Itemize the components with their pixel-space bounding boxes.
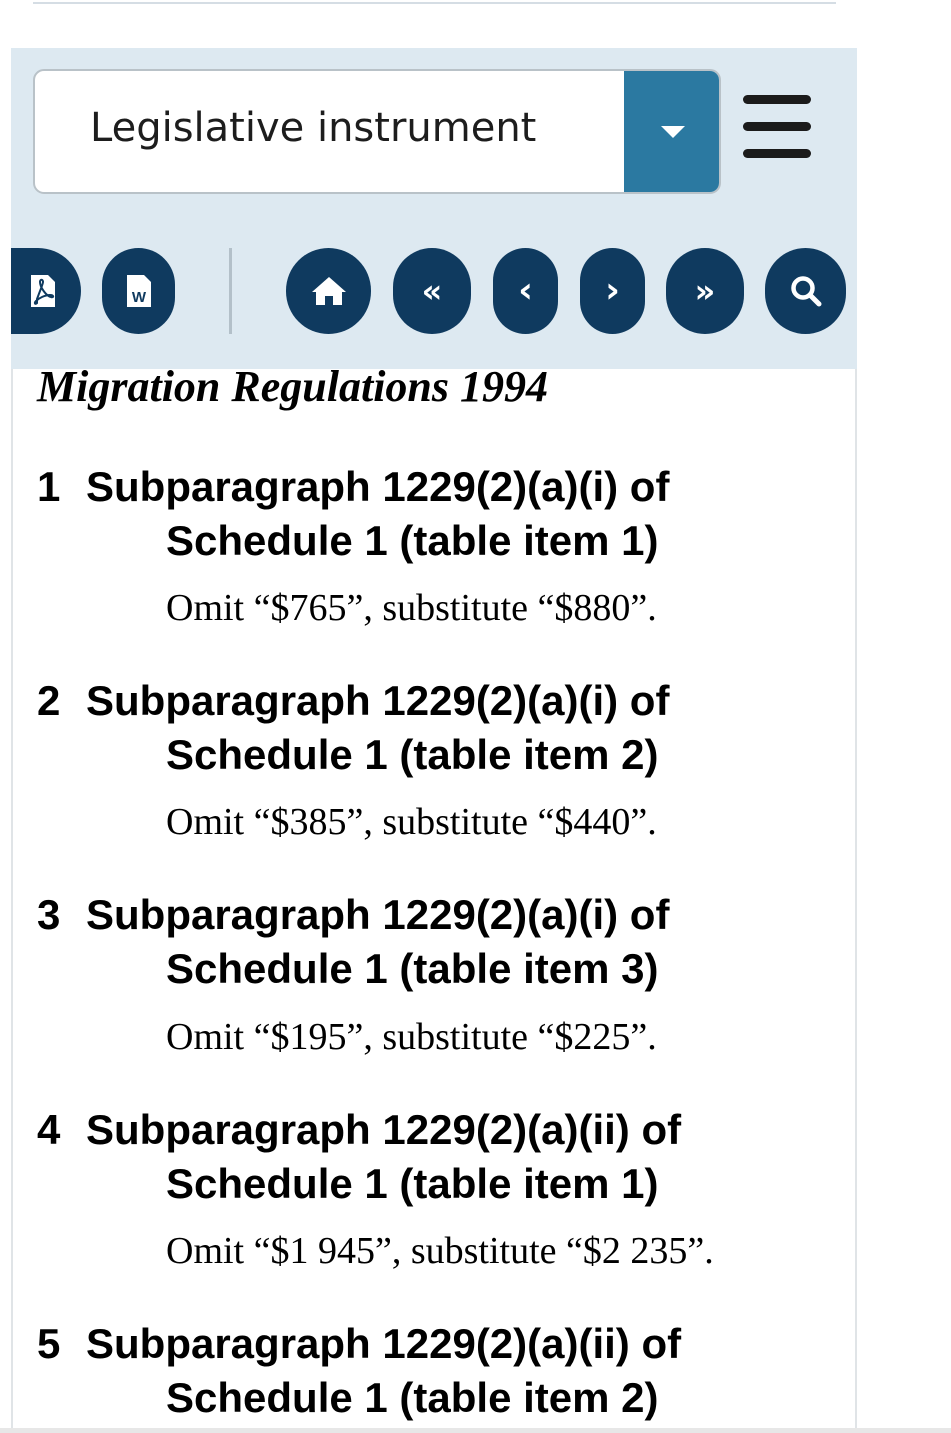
first-page-button[interactable] bbox=[393, 248, 471, 334]
toolbar-separator bbox=[229, 248, 232, 334]
previous-page-button[interactable] bbox=[493, 248, 558, 334]
hamburger-menu-icon[interactable] bbox=[743, 95, 811, 159]
chevron-left-icon: ‹ bbox=[518, 270, 533, 311]
item-number: 3 bbox=[37, 891, 61, 938]
word-file-icon bbox=[125, 274, 153, 308]
top-divider bbox=[33, 2, 836, 4]
item-heading-line1: Subparagraph 1229(2)(a)(i) of bbox=[86, 891, 670, 938]
search-icon bbox=[789, 274, 823, 308]
item-heading-line2: Schedule 1 (table item 2) bbox=[166, 1374, 659, 1421]
item-heading-line1: Subparagraph 1229(2)(a)(ii) of bbox=[86, 1106, 682, 1153]
last-page-button[interactable] bbox=[666, 248, 744, 334]
caret-down-icon bbox=[661, 126, 685, 138]
instrument-type-select[interactable] bbox=[33, 69, 721, 194]
item-heading-line2: Schedule 1 (table item 2) bbox=[166, 731, 659, 778]
item-heading-line1: Subparagraph 1229(2)(a)(i) of bbox=[86, 677, 670, 724]
item-heading-line2: Schedule 1 (table item 1) bbox=[166, 1160, 659, 1207]
instrument-type-value: Legislative instrument bbox=[90, 105, 537, 151]
item-instruction: Omit “$385”, substitute “$440”. bbox=[166, 801, 657, 843]
horizontal-scrollbar[interactable] bbox=[0, 1428, 951, 1433]
document-content bbox=[11, 369, 857, 1433]
item-heading-line1: Subparagraph 1229(2)(a)(ii) of bbox=[86, 1320, 682, 1367]
chevron-right-icon: › bbox=[605, 270, 620, 311]
next-page-button[interactable] bbox=[580, 248, 645, 334]
item-heading-line1: Subparagraph 1229(2)(a)(i) of bbox=[86, 463, 670, 510]
home-icon bbox=[310, 275, 348, 307]
search-button[interactable] bbox=[765, 248, 846, 334]
item-number: 4 bbox=[37, 1106, 61, 1153]
double-chevron-right-icon: » bbox=[694, 272, 716, 310]
item-number: 5 bbox=[37, 1320, 61, 1367]
item-instruction: Omit “$195”, substitute “$225”. bbox=[166, 1016, 657, 1058]
item-instruction: Omit “$765”, substitute “$880”. bbox=[166, 587, 657, 629]
item-heading-line2: Schedule 1 (table item 3) bbox=[166, 945, 659, 992]
select-dropdown-button[interactable] bbox=[624, 69, 721, 194]
word-glyph: W bbox=[131, 289, 146, 306]
item-number: 1 bbox=[37, 463, 61, 510]
item-instruction: Omit “$1 945”, substitute “$2 235”. bbox=[166, 1230, 714, 1272]
double-chevron-left-icon: « bbox=[421, 272, 443, 310]
item-heading-line2: Schedule 1 (table item 1) bbox=[166, 517, 659, 564]
word-download-button[interactable] bbox=[102, 248, 175, 334]
pdf-file-icon bbox=[29, 274, 57, 308]
document-title: Migration Regulations 1994 bbox=[37, 369, 549, 411]
home-button[interactable] bbox=[286, 248, 371, 334]
item-number: 2 bbox=[37, 677, 61, 724]
